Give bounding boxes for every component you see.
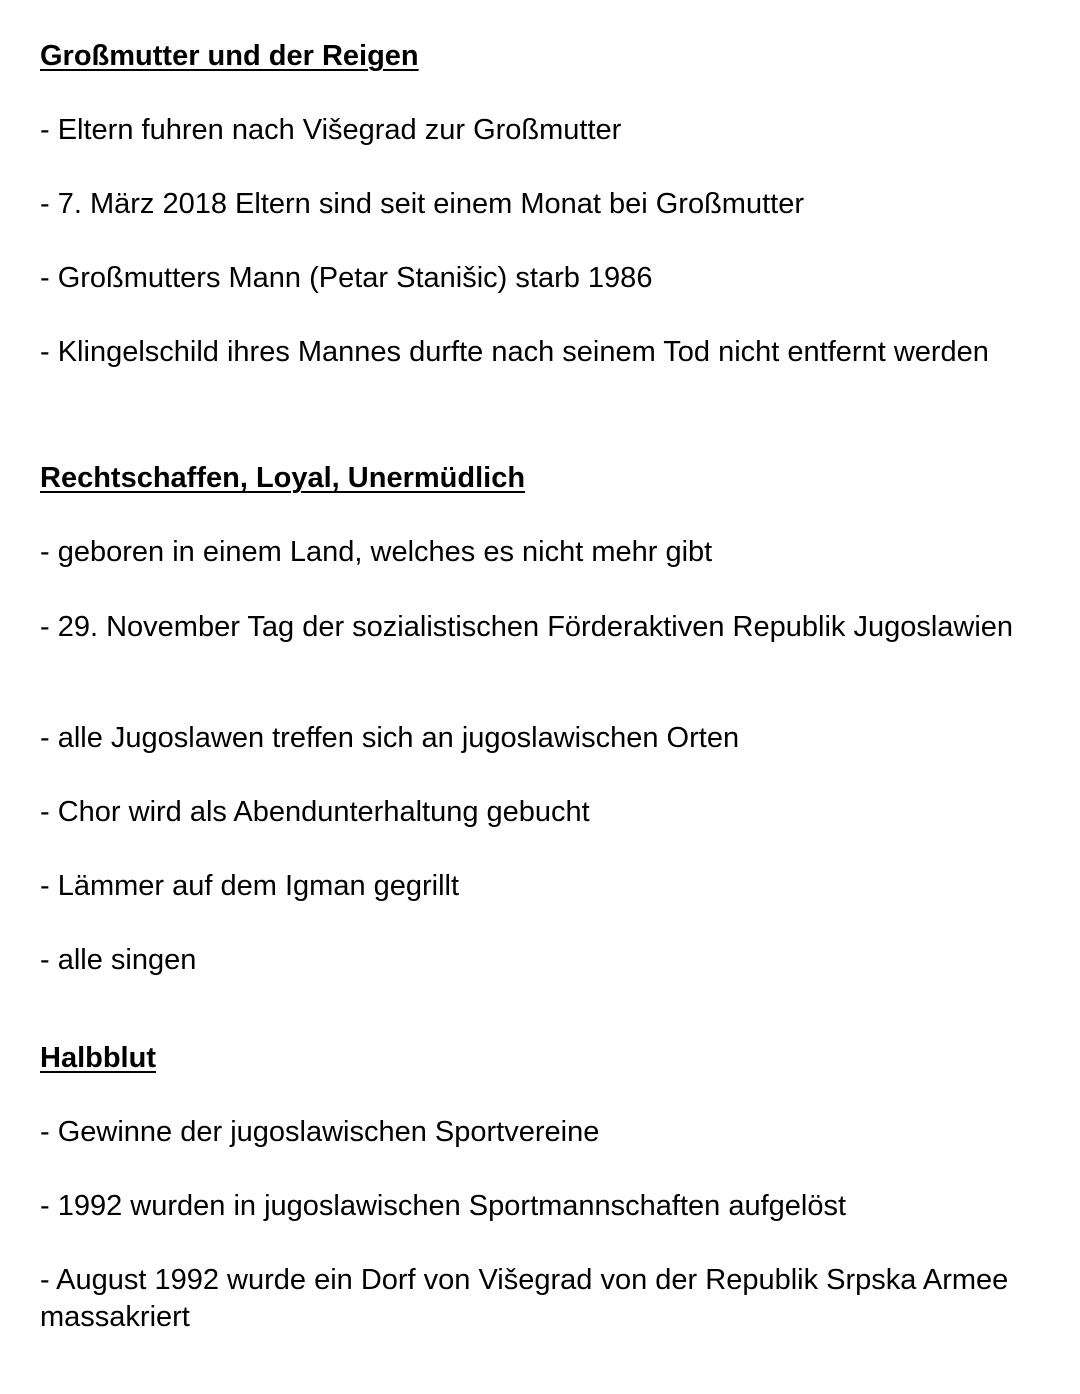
list-item: - 7. März 2018 Eltern sind seit einem Monat bei Großmutter bbox=[40, 188, 804, 220]
list-item: - Chor wird als Abendunterhaltung gebucht bbox=[40, 796, 590, 828]
list-item: - alle Jugoslawen treffen sich an jugoslawischen Orten bbox=[40, 722, 740, 754]
section-heading-grossmutter: Großmutter und der Reigen bbox=[40, 40, 419, 72]
list-item: - 29. November Tag der sozialistischen Förderaktiven Republik Jugoslawien bbox=[40, 611, 1014, 643]
list-item: - geboren in einem Land, welches es nicht mehr gibt bbox=[40, 536, 713, 568]
list-item: - Großmutters Mann (Petar Stanišic) starb 1986 bbox=[40, 262, 653, 294]
list-item: - Klingelschild ihres Mannes durfte nach seinem Tod nicht entfernt werden bbox=[40, 336, 989, 368]
list-item: - alle singen bbox=[40, 944, 197, 976]
list-item: - August 1992 wurde ein Dorf von Višegrad von der Republik Srpska Armee massakriert bbox=[40, 1264, 1009, 1333]
section-heading-halbblut: Halbblut bbox=[40, 1042, 156, 1074]
list-item: - Gewinne der jugoslawischen Sportvereine bbox=[40, 1116, 600, 1148]
list-item: - Eltern fuhren nach Višegrad zur Großmutter bbox=[40, 114, 622, 146]
list-item: - 1992 wurden in jugoslawischen Sportmannschaften aufgelöst bbox=[40, 1190, 847, 1222]
list-item: - Lämmer auf dem Igman gegrillt bbox=[40, 870, 460, 902]
section-heading-rechtschaffen: Rechtschaffen, Loyal, Unermüdlich bbox=[40, 462, 526, 494]
